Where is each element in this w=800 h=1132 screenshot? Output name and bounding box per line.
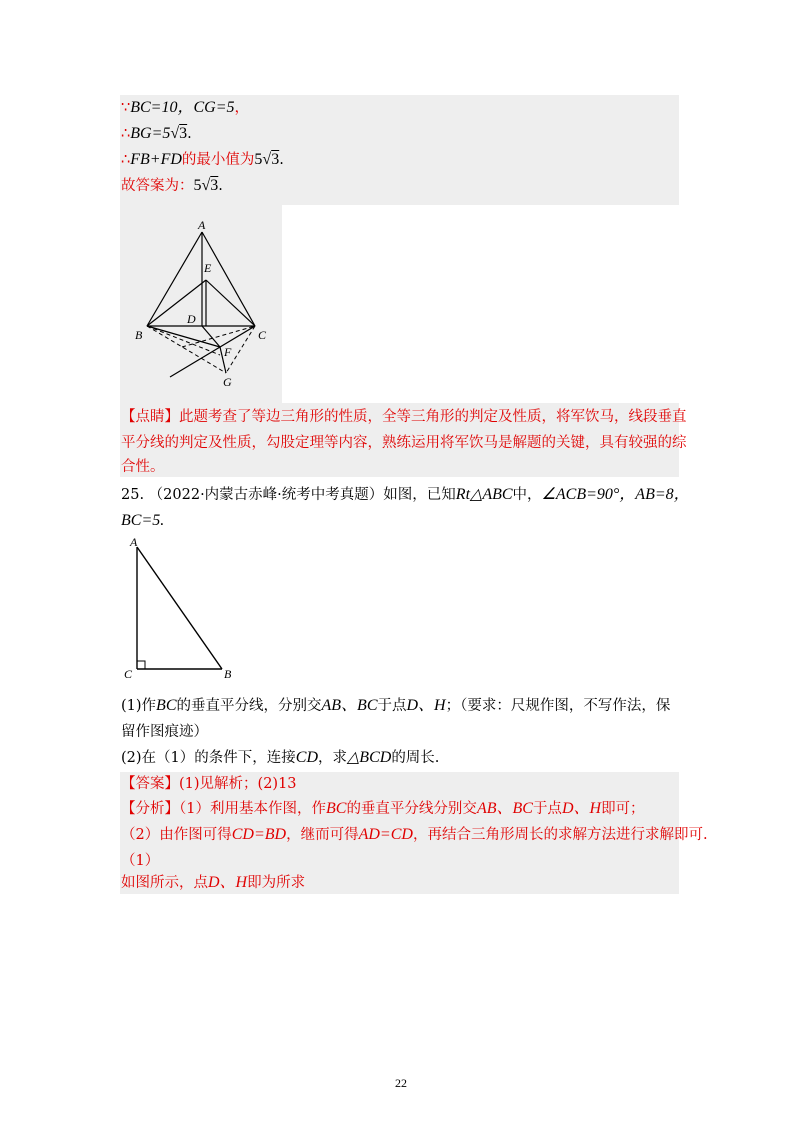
label-A: A: [198, 218, 206, 232]
comment-line-3: [121, 456, 165, 478]
solution-punct-2: .: [187, 126, 192, 142]
question-1-line-1: [121, 695, 670, 717]
analysis-4-expr: D、H: [208, 874, 248, 891]
q2-expr2: △BCD: [347, 749, 392, 766]
page-number: 22: [395, 1076, 407, 1090]
comment-text-1: 此题考查了等边三角形的性质，全等三角形的判定及性质，将军饮马，线段垂直: [179, 409, 687, 425]
q1-text-line2: 留作图痕迹）: [121, 724, 208, 740]
final-answer-label: 故答案为：: [121, 178, 194, 194]
sqrt-value-2: 3: [179, 125, 188, 142]
analysis-2-a: （2）由作图可得: [121, 827, 232, 843]
solution-line-3: ∴FB+FD的最小值为5√3.: [121, 151, 284, 168]
figure-right-triangle: [120, 532, 250, 687]
q1-text-c: 于点: [377, 698, 407, 714]
therefore-symbol-2: ∴: [121, 152, 131, 168]
analysis-1-c: 于点: [532, 801, 562, 817]
label-E: E: [204, 261, 212, 275]
analysis-2-expr2: AD=CD: [358, 826, 413, 843]
analysis-line-3: [121, 850, 159, 872]
q1-text-b: 的垂直平分线，分别交: [176, 698, 322, 714]
problem-line-2: [121, 510, 164, 532]
problem-expr-c: BC=5.: [121, 512, 165, 529]
figure-equilateral-triangle: [120, 205, 282, 403]
solution-val-3: 5: [254, 151, 263, 168]
label-G: G: [223, 375, 232, 389]
right-angle-mark: [137, 661, 145, 669]
q1-expr3: D、H: [406, 697, 446, 714]
answer-tag: 【答案】: [121, 776, 179, 792]
solution-punct-4: .: [218, 178, 223, 194]
label-B: B: [224, 667, 232, 681]
problem-text-a: 如图，已知: [383, 487, 456, 503]
label-C: C: [258, 328, 267, 342]
analysis-4-b: 即为所求: [247, 875, 306, 891]
q2-text-b: ，求: [318, 750, 347, 766]
analysis-tag: 【分析】: [121, 801, 179, 817]
edge-AB: [137, 547, 222, 669]
comment-text-2: 平分线的判定及性质，勾股定理等内容，熟练运用将军饮马是解题的关键，具有较强的综: [121, 435, 687, 451]
analysis-4-a: 如图所示，点: [121, 875, 208, 891]
analysis-line-2: [121, 824, 708, 846]
label-D: D: [187, 312, 196, 326]
analysis-1-d: 即可；: [601, 801, 645, 817]
problem-text-b: 中，: [512, 487, 542, 503]
analysis-2-b: ，继而可得: [286, 827, 359, 843]
solution-punct-3: .: [279, 152, 284, 168]
analysis-1-b: 的垂直平分线分别交: [346, 801, 477, 817]
comment-text-3: 合性。: [121, 459, 165, 475]
analysis-line-1: [121, 798, 645, 820]
q2-expr: CD: [295, 749, 318, 766]
problem-number: 25.: [121, 487, 145, 503]
problem-line-1: [121, 484, 690, 506]
q1-text-d: ；（要求：尺规作图，不写作法，保: [445, 698, 671, 714]
solution-line-1: [121, 97, 249, 119]
therefore-symbol: ∴: [121, 126, 131, 142]
solution-text-3: 的最小值为: [181, 152, 255, 168]
solution-expr-2: BG=5: [130, 125, 171, 142]
answer-text: (1)见解析；(2)13: [179, 776, 297, 792]
label-A: A: [130, 535, 138, 549]
comment-line-2: [121, 432, 687, 454]
answer-line: [121, 773, 297, 795]
sqrt-value-3: 3: [271, 151, 280, 168]
sqrt-value-4: 3: [210, 177, 219, 194]
analysis-1-expr3: D、H: [561, 800, 602, 817]
segment-EC: [206, 280, 255, 326]
segment-BF: [147, 326, 220, 347]
dashed-BG: [147, 326, 226, 373]
solution-expr-3: FB+FD: [130, 151, 182, 168]
q2-text-c: 的周长.: [391, 750, 440, 766]
final-answer-val: 5: [193, 177, 202, 194]
label-B: B: [135, 328, 143, 342]
solution-line-4: 故答案为：5√3.: [121, 177, 223, 194]
problem-expr-b: ∠ACB=90°，AB=8，: [541, 486, 690, 503]
comment-line-1: [121, 406, 687, 428]
segment-BE: [147, 280, 206, 326]
dashed-BF2: [147, 326, 220, 355]
q1-text-a: (1)作: [121, 698, 157, 714]
analysis-2-c: ，再结合三角形周长的求解方法进行求解即可.: [412, 827, 708, 843]
analysis-3: （1）: [121, 853, 160, 869]
label-C: C: [124, 667, 133, 681]
q1-expr: BC: [156, 697, 177, 714]
analysis-1-expr: BC: [325, 800, 347, 817]
question-2-line: [121, 747, 439, 769]
label-F: F: [224, 345, 232, 359]
q2-text-a: (2)在（1）的条件下，连接: [121, 750, 296, 766]
solution-punct-1: ，: [234, 100, 250, 116]
question-1-line-2: [121, 721, 208, 743]
analysis-1-a: （1）利用基本作图，作: [179, 801, 326, 817]
problem-source: （2022·内蒙古赤峰·统考中考真题）: [148, 487, 384, 503]
comment-tag: 【点睛】: [121, 409, 179, 425]
analysis-1-expr2: AB、BC: [476, 800, 533, 817]
analysis-2-expr: CD=BD: [231, 826, 287, 843]
solution-expr-1: BC=10，CG=5: [130, 99, 235, 116]
analysis-line-4: [121, 872, 305, 894]
because-symbol: ∵: [121, 100, 131, 116]
problem-expr-a: Rt△ABC: [455, 486, 513, 503]
q1-expr2: AB、BC: [321, 697, 378, 714]
edge-AC: [202, 232, 255, 326]
solution-line-2: ∴BG=5√3.: [121, 125, 192, 142]
